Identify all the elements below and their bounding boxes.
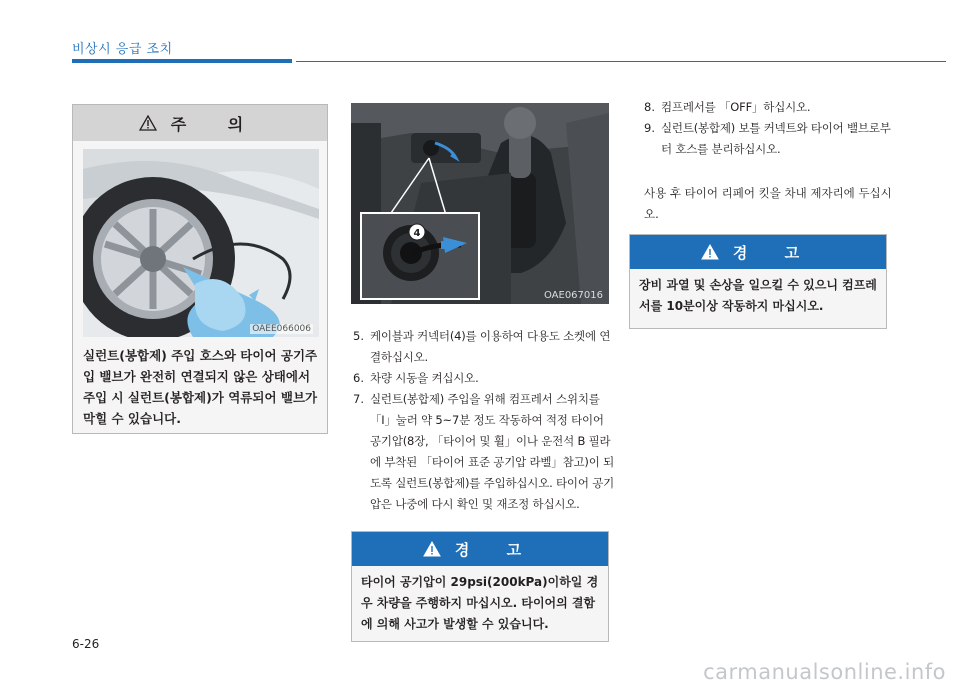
warning-box-tire-pressure	[351, 531, 609, 642]
step-number: 6.	[353, 371, 364, 385]
step-text: 컴프레서를 「OFF」하십시오.	[661, 100, 811, 114]
warning-title: 경 고	[454, 540, 538, 559]
step-item	[644, 118, 894, 160]
warning-box-compressor	[629, 234, 887, 329]
caution-header	[73, 105, 327, 141]
steps-left	[353, 326, 615, 515]
caution-photo	[83, 149, 319, 337]
watermark: carmanualsonline.info	[703, 660, 946, 684]
steps-right	[644, 97, 894, 160]
step-text: 실런트(봉합제) 보틀 커넥트와 타이어 밸브로부터 호스를 분리하십시오.	[661, 121, 891, 156]
step-number: 5.	[353, 329, 364, 343]
warning-triangle-icon	[139, 115, 157, 131]
caution-image-code: OAEE066006	[252, 324, 311, 334]
warning-header	[352, 532, 608, 566]
step-item	[353, 389, 615, 515]
warning-triangle-icon	[423, 541, 441, 557]
section-title: 비상시 응급 조치	[72, 42, 173, 57]
step-text: 케이블과 커넥터(4)를 이용하여 다용도 소켓에 연결하십시오.	[370, 329, 611, 364]
caution-box	[72, 104, 328, 434]
step-text: 차량 시동을 켜십시오.	[370, 371, 479, 385]
step-number: 9.	[644, 121, 655, 135]
console-image-code: OAE067016	[543, 290, 603, 301]
caution-text: 실런트(봉합제) 주입 호스와 타이어 공기주입 밸브가 완전히 연결되지 않은 상태에서 주입 시 실런트(봉합제)가 역류되어 밸브가 막힐 수 있습니다.	[83, 348, 318, 426]
warning-text: 장비 과열 및 손상을 일으킬 수 있으니 컴프레서를 10분이상 작동하지 마십시오.	[639, 278, 877, 313]
header-rule-thick	[72, 59, 292, 63]
page-number: 6-26	[72, 637, 100, 651]
step-item	[644, 97, 894, 118]
warning-title: 경 고	[732, 243, 816, 262]
after-use-note: 사용 후 타이어 리페어 킷을 차내 제자리에 두십시오.	[644, 186, 892, 221]
warning-triangle-icon	[701, 244, 719, 260]
step-text: 실런트(봉합제) 주입을 위해 컴프레서 스위치를 「I」눌러 약 5~7분 정도 작동하여 적정 타이어 공기압(8장, 「타이어 및 휠」이나 운전석 B 필라에 부착된 「타이어 표준 공기압 라벨」참고)이 되도록 실런트(봉합제)를 주입하십시오. 타이어 공기압은 나중에 다시 확인 및 재조정 하십시오.	[370, 392, 615, 511]
warning-header	[630, 235, 886, 269]
step-number: 7.	[353, 392, 364, 406]
step-number: 8.	[644, 100, 655, 114]
callout-number: 4	[413, 228, 421, 239]
header-rule-thin	[296, 61, 946, 62]
warning-text: 타이어 공기압이 29psi(200kPa)이하일 경우 차량을 주행하지 마십시오. 타이어의 결함에 의해 사고가 발생할 수 있습니다.	[361, 575, 599, 631]
caution-title: 주 의	[170, 114, 262, 134]
step-item	[353, 368, 615, 389]
step-item	[353, 326, 615, 368]
console-photo	[351, 103, 609, 304]
